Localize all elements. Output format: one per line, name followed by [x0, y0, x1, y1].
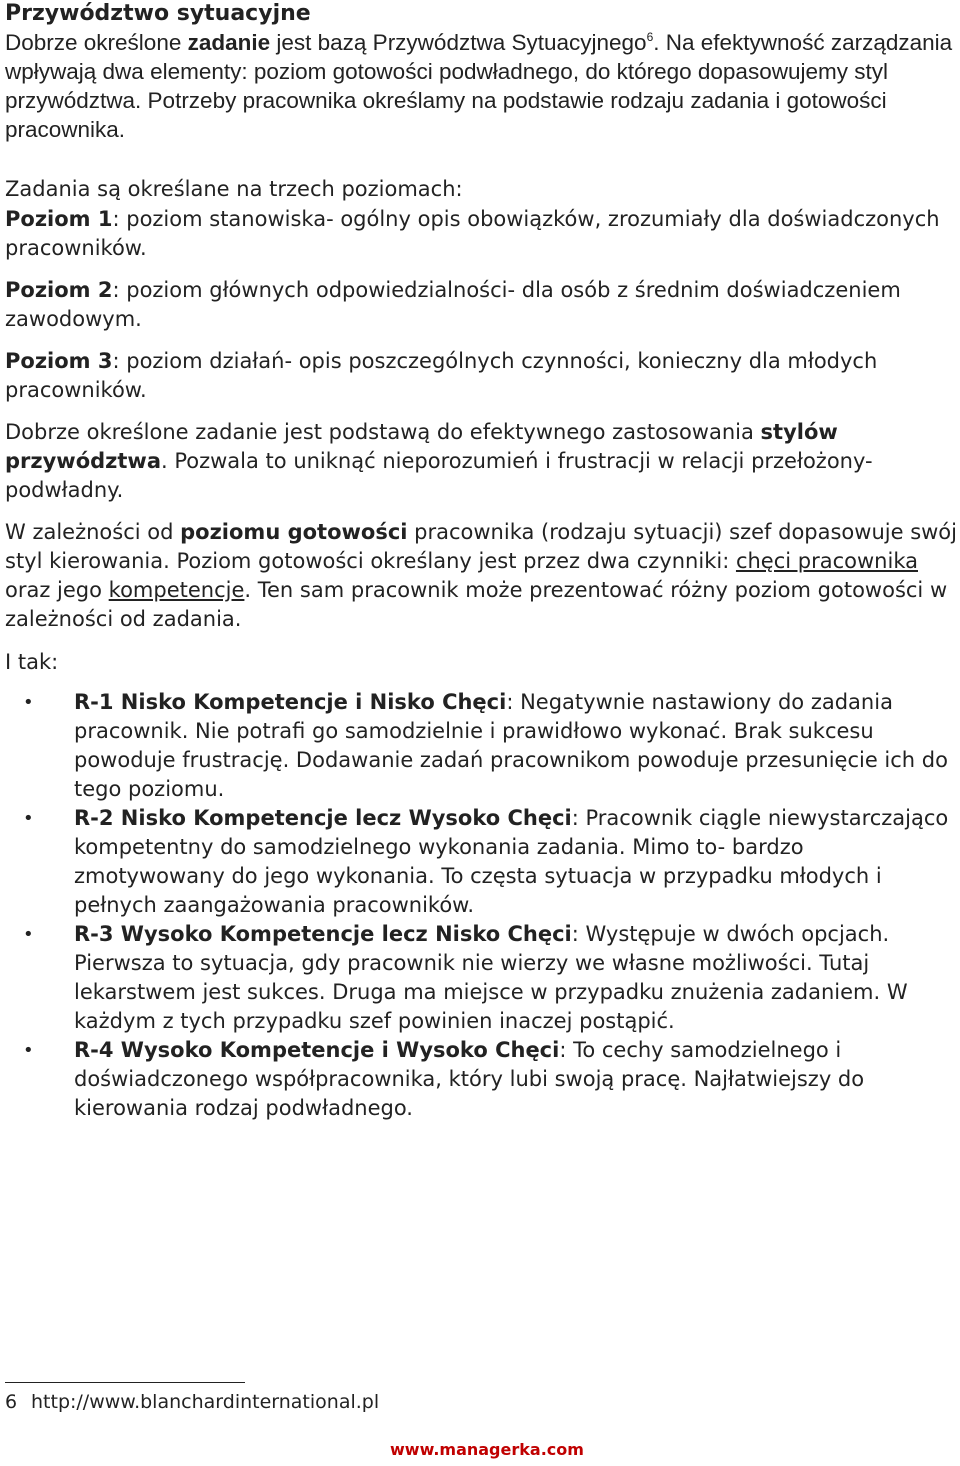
bullet-icon: • — [23, 808, 34, 829]
bullet-icon: • — [23, 692, 34, 713]
level-2-label: Poziom 2 — [5, 278, 113, 302]
readiness-paragraph — [5, 518, 958, 634]
footnote-number: 6 — [5, 1391, 18, 1413]
styles-text-1: Dobrze określone zadanie jest podstawą do efektywnego zastosowania — [5, 420, 761, 444]
intro-bold-task: zadanie — [187, 30, 271, 55]
readiness-text-4: . Ten sam pracownik może prezentować różny poziom gotowości w zależności od zadania. — [5, 578, 948, 631]
styles-bold: stylów przywództwa — [5, 420, 838, 473]
footnote — [5, 1389, 379, 1415]
bullet-icon: • — [23, 924, 34, 945]
level-2-text: : poziom głównych odpowiedzialności- dla osób z średnim doświadczeniem zawodowym. — [5, 278, 901, 331]
footnote-ref[interactable]: 6 — [646, 30, 654, 44]
readiness-underline-1: chęci pracownika — [735, 549, 918, 573]
list-item-label: R-2 Nisko Kompetencje lecz Wysoko Chęci — [74, 806, 572, 830]
level-3-label: Poziom 3 — [5, 349, 113, 373]
readiness-bold: poziomu gotowości — [180, 520, 408, 544]
readiness-text-1: W zależności od — [5, 520, 181, 544]
readiness-underline-2: kompetencje — [108, 578, 245, 602]
intro-text-3: . Na efektywność zarządzania wpływają dwa elementy: poziom gotowości podwładnego, do którego dopasowujemy styl przywództwa. Potrzeby pracownika określamy na podstawie rodzaju zadania i gotowości pracownika. — [5, 30, 953, 142]
page-title: Przywództwo sytuacyjne — [5, 1, 311, 26]
intro-paragraph — [5, 28, 958, 144]
list-item-text: : Negatywnie nastawiony do zadania pracownik. Nie potrafi go samodzielnie i prawidłowo wykonać. Brak sukcesu powoduje frustrację. Dodawanie zadań pracownikom powoduje przesunięcie ich do tego poziomu. — [74, 690, 948, 801]
readiness-text-2: pracownika (rodzaju sytuacji) szef dopasowuje swój styl kierowania. Poziom gotowości określany jest przez dwa czynniki: — [5, 520, 957, 573]
list-item-text: : To cechy samodzielnego i doświadczonego współpracownika, który lubi swoją pracę. Najłatwiejszy do kierowania rodzaj podwładnego. — [74, 1038, 865, 1120]
readiness-text-3: oraz jego — [5, 578, 109, 602]
list-item-label: R-3 Wysoko Kompetencje lecz Nisko Chęci — [74, 922, 572, 946]
level-1-label: Poziom 1 — [5, 207, 113, 231]
level-1-text: : poziom stanowiska- ogólny opis obowiązków, zrozumiały dla doświadczonych pracowników. — [5, 207, 940, 260]
intro-text-1: Dobrze określone — [5, 30, 188, 55]
list-item — [5, 920, 960, 1036]
level-1-paragraph — [5, 205, 958, 263]
list-item — [5, 688, 960, 804]
list-item-label: R-4 Wysoko Kompetencje i Wysoko Chęci — [74, 1038, 560, 1062]
level-3-paragraph — [5, 347, 958, 405]
bullet-icon: • — [23, 1040, 34, 1061]
list-item — [5, 1036, 960, 1123]
site-link[interactable]: www.managerka.com — [390, 1440, 584, 1459]
level-2-paragraph — [5, 276, 958, 334]
list-item-text: : Występuje w dwóch opcjach. Pierwsza to sytuacja, gdy pracownik nie wierzy we własne możliwości. Tutaj lekarstwem jest sukces. Druga ma miejsce w przypadku znużenia zadaniem. W każdym z tych przypadku szef powinien inaczej postąpić. — [74, 922, 908, 1033]
styles-paragraph — [5, 418, 960, 505]
level-3-text: : poziom działań- opis poszczególnych czynności, konieczny dla młodych pracowników. — [5, 349, 878, 402]
footnote-divider — [5, 1382, 245, 1383]
styles-text-2: . Pozwala to uniknąć nieporozumień i frustracji w relacji przełożony- podwładny. — [5, 449, 873, 502]
intro-text-2: jest bazą Przywództwa Sytuacyjnego — [270, 30, 647, 55]
levels-intro: Zadania są określane na trzech poziomach: — [5, 177, 463, 201]
list-item-label: R-1 Nisko Kompetencje i Nisko Chęci — [74, 690, 507, 714]
readiness-levels-list — [5, 688, 960, 1123]
list-item — [5, 804, 960, 920]
itak-label: I tak: — [5, 650, 59, 674]
footnote-link[interactable]: http://www.blanchardinternational.pl — [31, 1391, 380, 1413]
list-item-text: : Pracownik ciągle niewystarczająco kompetentny do samodzielnego wykonania zadania. Mimo to- bardzo zmotywowany do jego wykonania. To częsta sytuacja w przypadku młodych i pełnych zaangażowania pracowników. — [74, 806, 949, 917]
